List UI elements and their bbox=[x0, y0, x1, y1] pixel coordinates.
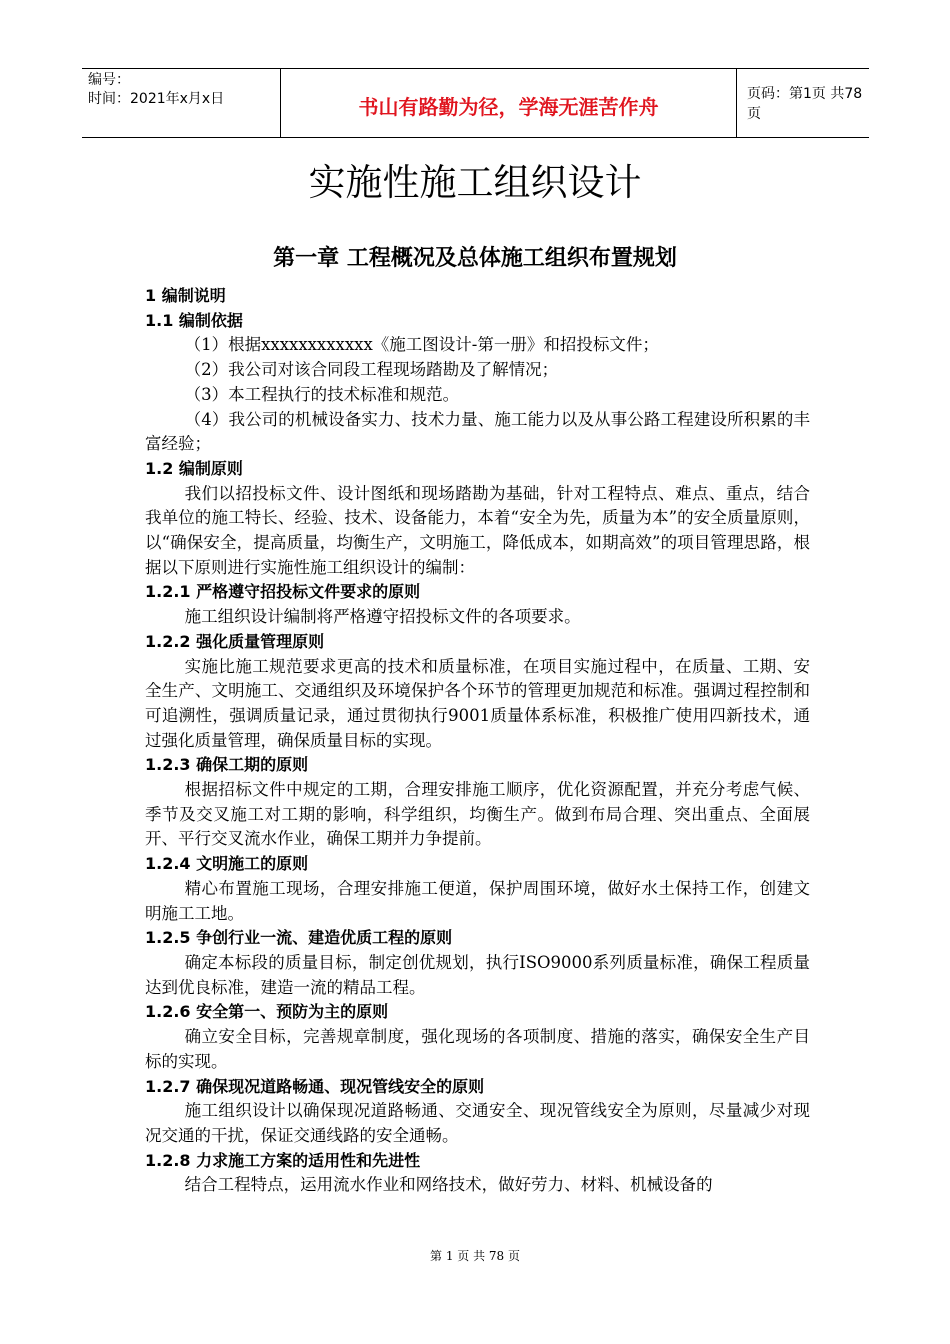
document-title: 实施性施工组织设计 bbox=[308, 161, 642, 204]
principle-heading: 1.2.8 力求施工方案的适用性和先进性 bbox=[145, 1150, 421, 1170]
basis-item: （1）根据xxxxxxxxxxxx《施工图设计-第一册》和招投标文件； bbox=[184, 335, 659, 355]
principle-text: 施工组织设计编制将严格遵守招投标文件的各项要求。 bbox=[184, 607, 581, 627]
principle-heading: 1.2.7 确保现况道路畅通、现况管线安全的原则 bbox=[145, 1076, 485, 1096]
principle-heading: 1.2.2 强化质量管理原则 bbox=[145, 631, 325, 651]
footer-page-number: 第 1 页 共 78 页 bbox=[430, 1249, 520, 1263]
header-meta bbox=[82, 69, 280, 137]
page-code-text: 页码：第1页 共78页 bbox=[747, 86, 863, 122]
chapter-title: 第一章 工程概况及总体施工组织布置规划 bbox=[273, 246, 677, 271]
motto-text: 书山有路勤为径，学海无涯苦作舟 bbox=[358, 94, 659, 119]
principle-text: 结合工程特点，运用流水作业和网络技术，做好劳力、材料、机械设备的 bbox=[184, 1175, 713, 1195]
subsection-heading: 1.1 编制依据 bbox=[145, 310, 243, 330]
document-body bbox=[145, 284, 810, 1198]
page-header bbox=[82, 68, 869, 138]
number-label: 编号： bbox=[88, 72, 130, 88]
subsection-heading: 1.2 编制原则 bbox=[145, 458, 243, 478]
principles-intro: 我们以招投标文件、设计图纸和现场踏勘为基础，针对工程特点、难点、重点，结合我单位的施工特长、经验、技术、设备能力，本着“安全为先，质量为本”的安全质量原则，以“确保安全，提高质量，均衡生产，文明施工，降低成本，如期高效”的项目管理思路，根据以下原则进行实施性施工组织设计的编制： bbox=[145, 483, 810, 577]
principle-heading: 1.2.3 确保工期的原则 bbox=[145, 755, 309, 775]
principle-heading: 1.2.1 严格遵守招投标文件要求的原则 bbox=[145, 582, 421, 602]
principle-heading: 1.2.5 争创行业一流、建造优质工程的原则 bbox=[145, 928, 453, 948]
principle-text: 实施比施工规范要求更高的技术和质量标准，在项目实施过程中，在质量、工期、安全生产、文明施工、交通组织及环境保护各个环节的管理更加规范和标准。强调过程控制和可追溯性，强调质量记录，通过贯彻执行9001质量体系标准，积极推广使用四新技术，通过强化质量管理，确保质量目标的实现。 bbox=[145, 656, 810, 750]
header-motto bbox=[280, 69, 737, 137]
header-page-code bbox=[737, 69, 869, 137]
time-label: 时间：2021年x月x日 bbox=[88, 91, 225, 107]
principle-heading: 1.2.4 文明施工的原则 bbox=[145, 854, 309, 874]
basis-item: （2）我公司对该合同段工程现场踏勘及了解情况； bbox=[184, 360, 559, 380]
principle-text: 确定本标段的质量目标，制定创优规划，执行ISO9000系列质量标准，确保工程质量达到优良标准，建造一流的精品工程。 bbox=[145, 952, 810, 997]
page-footer bbox=[0, 1247, 950, 1264]
principle-text: 施工组织设计以确保现况道路畅通、交通安全、现况管线安全为原则，尽量减少对现况交通的干扰，保证交通线路的安全通畅。 bbox=[145, 1101, 810, 1145]
principle-heading: 1.2.6 安全第一、预防为主的原则 bbox=[145, 1002, 389, 1022]
principle-text: 根据招标文件中规定的工期，合理安排施工顺序，优化资源配置，并充分考虑气候、季节及交叉施工对工期的影响，科学组织，均衡生产。做到布局合理、突出重点、全面展开、平行交叉流水作业，确保工期并力争提前。 bbox=[145, 780, 810, 849]
section-heading: 1 编制说明 bbox=[145, 286, 226, 305]
basis-item: （4）我公司的机械设备实力、技术力量、施工能力以及从事公路工程建设所积累的丰富经验； bbox=[145, 409, 810, 454]
principle-text: 确立安全目标，完善规章制度，强化现场的各项制度、措施的落实，确保安全生产目标的实现。 bbox=[145, 1027, 810, 1071]
principle-text: 精心布置施工现场，合理安排施工便道，保护周围环境，做好水土保持工作，创建文明施工工地。 bbox=[145, 878, 810, 923]
basis-item: （3）本工程执行的技术标准和规范。 bbox=[184, 384, 460, 404]
